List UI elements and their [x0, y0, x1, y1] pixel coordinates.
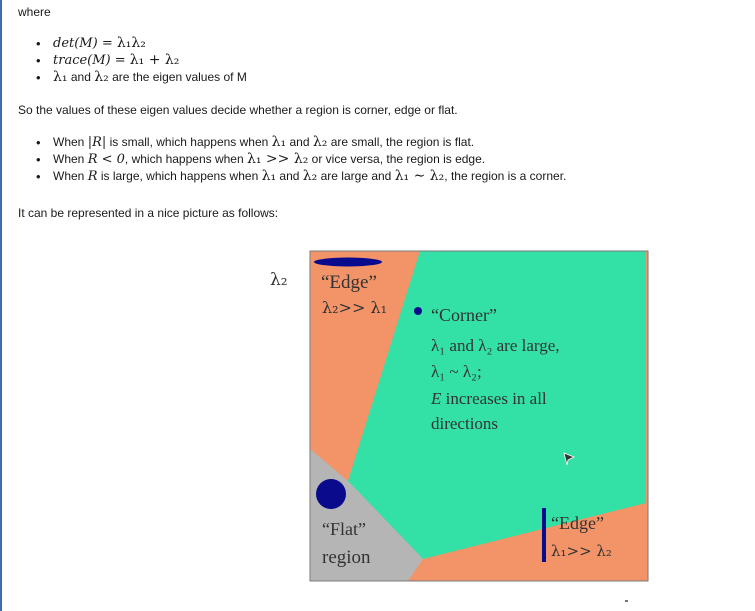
text: are small, the region is flat. — [327, 135, 475, 149]
edge-top-title: “Edge” — [321, 272, 377, 293]
corner-line-4: directions — [431, 414, 499, 433]
text: , which happens when — [124, 152, 247, 166]
flat-marker — [316, 479, 346, 509]
text: or vice versa, the region is edge. — [308, 152, 486, 166]
edge-top-relation: λ₂>> λ₁ — [322, 298, 388, 317]
r-var: R — [87, 169, 98, 184]
text: and — [286, 135, 313, 149]
lambda-relation: λ₁ ∼ λ₂ — [394, 168, 445, 184]
lambda2: λ₂ — [302, 168, 318, 184]
text: , the region is a corner. — [444, 169, 567, 183]
list-item-corner-rule — [36, 168, 566, 185]
corner-line-3 — [430, 389, 547, 408]
flat-title: “Flat” — [322, 519, 366, 539]
edge-bottom-marker — [542, 508, 546, 562]
trace-rhs: λ₁ + λ₂ — [129, 52, 180, 68]
abs-r: |R| — [87, 135, 107, 150]
lambda1: λ₁ — [261, 168, 277, 184]
eig-and: and — [70, 70, 91, 84]
region-rules-list — [36, 134, 566, 185]
harris-diagram — [258, 249, 650, 587]
picture-intro-paragraph: It can be represented in a nice picture as follows: — [18, 206, 279, 220]
edge-top-marker — [314, 258, 382, 267]
list-item-edge-rule — [36, 151, 566, 168]
r-condition: R < 0 — [87, 152, 125, 167]
lambda-relation: λ₁ >> λ₂ — [247, 151, 309, 167]
corner-line-2: λ₁ ~ λ₂; — [431, 362, 482, 381]
flat-line-2: region — [322, 547, 371, 568]
corner-marker — [414, 307, 422, 315]
edge-bottom-relation: λ₁>> λ₂ — [551, 542, 612, 560]
list-item-det: • det(M) = λ₁λ₂ — [36, 35, 247, 52]
list-item-eigen — [36, 69, 247, 86]
list-item-flat-rule — [36, 134, 566, 151]
corner-line-3-rest: increases in all — [441, 389, 547, 408]
lambda2: λ₂ — [312, 134, 328, 150]
content-left-rule — [0, 0, 2, 611]
edge-bottom-title: “Edge” — [551, 513, 604, 533]
intro-text: where — [18, 5, 51, 19]
det-func: det(M) — [53, 36, 98, 51]
text: When — [53, 169, 88, 183]
text: is small, which happens when — [106, 135, 272, 149]
eig-lhs: λ₁ — [53, 69, 68, 85]
harris-region-figure — [258, 249, 650, 587]
lambda1: λ₁ — [271, 134, 287, 150]
text: is large, which happens when — [97, 169, 262, 183]
text: and — [276, 169, 303, 183]
matrix-properties-list — [36, 35, 247, 86]
axis-label-lambda2: λ₂ — [270, 270, 288, 290]
corner-line-3-e: E — [431, 389, 442, 408]
eig-text: are the eigen values of M — [112, 70, 247, 84]
stray-mark — [625, 600, 628, 602]
trace-func: trace(M) — [53, 53, 111, 68]
det-rhs: λ₁λ₂ — [116, 35, 146, 51]
eig-rhs: λ₂ — [94, 69, 109, 85]
corner-title: “Corner” — [431, 305, 497, 325]
eigen-decision-paragraph: So the values of these eigen values decide whether a region is corner, edge or flat. — [18, 103, 458, 117]
text: When — [53, 152, 88, 166]
corner-line-1: λ₁ and λ₂ are large, — [431, 336, 560, 355]
list-item-trace: • trace(M) = λ₁ + λ₂ — [36, 52, 247, 69]
text: When — [53, 135, 88, 149]
text: are large and — [317, 169, 395, 183]
